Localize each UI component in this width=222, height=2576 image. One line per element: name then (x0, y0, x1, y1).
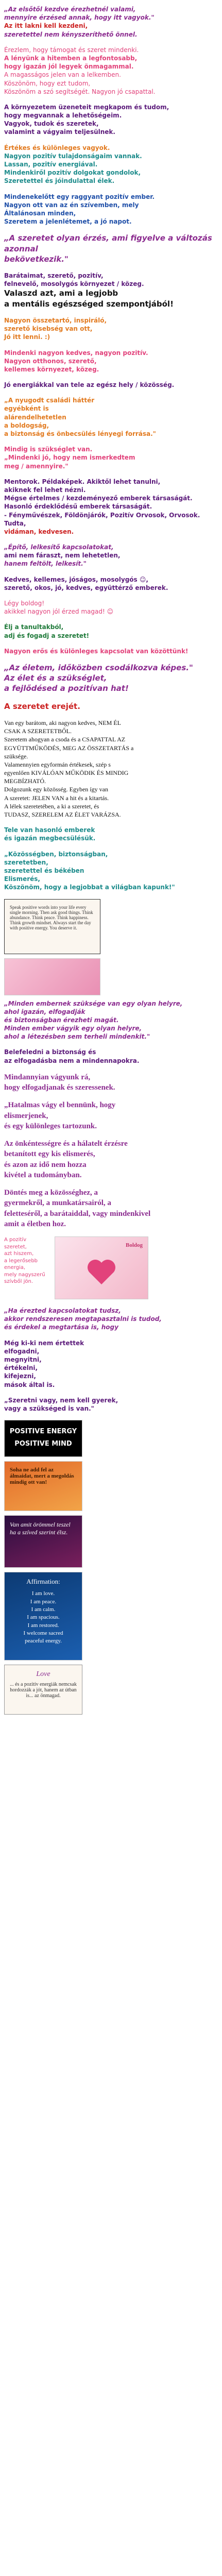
text-line: Jó itt lenni. :) (4, 333, 50, 341)
text-line: Mindannyian vágyunk rá, (4, 1073, 91, 1081)
text-block-2 (4, 46, 218, 96)
text-block-9 (4, 349, 218, 374)
text-line: A szeretet: JELEN VAN a hit és a kitartás. (4, 794, 109, 802)
text-line: Köszönöm, hogy ezt tudom, (4, 79, 91, 87)
text-line: Belefeledni a biztonság és (4, 1048, 96, 1056)
text-line: Mindig is szükséglet van. (4, 446, 93, 453)
text-line: CSAK A SZERETETBŐL. (4, 727, 72, 735)
woman-heart-image (55, 1236, 148, 1299)
quote-line: „Az életem, időközben csodálkozva képes." (4, 663, 193, 672)
quote-block-24 (4, 999, 218, 1041)
positive-energy-image (4, 1420, 82, 1457)
quote-line: ami nem fáraszt, nem lehetetlen, (4, 552, 121, 560)
text-line: szerető kisebség van ott, (4, 325, 93, 333)
text-line: a mentális egészséged szempontjából! (4, 299, 174, 309)
quote-line: alárendelhetetlen (4, 413, 66, 421)
text-line: kellemes környezet, közeg. (4, 365, 99, 373)
quote-block-32 (4, 1396, 218, 1413)
quote-line: „A nyugodt családi háttér (4, 397, 95, 404)
affirmation-line: I am peace. (30, 1598, 57, 1605)
side-line: szeretet, (4, 1244, 27, 1250)
text-block-10 (4, 381, 218, 389)
quote-line: „Ha érezted kapcsolatokat tudsz, (4, 1307, 121, 1315)
text-line: Még ki-ki nem értettek (4, 1339, 84, 1347)
text-line: Nagyon pozitív tulajdonságaim vannak. (4, 152, 142, 160)
text-line: megnyitni, (4, 1356, 42, 1363)
text-line: vidáman, kedvesen. (4, 528, 74, 535)
text-line: Értékes és különleges vagyok. (4, 144, 110, 151)
text-line: akikkel nagyon jól érzed magad! ☺ (4, 608, 114, 616)
text-line: Nagyon összetartó, inspiráló, (4, 316, 107, 324)
text-line: valamint a vágyaim teljesülnek. (4, 128, 115, 136)
text-block-29 (4, 1188, 218, 1229)
quote-line: a biztonság és önbecsülés lényegi forrása." (4, 430, 156, 437)
text-line: A lényünk a hitemben a legfontosabb, (4, 54, 138, 62)
text-line: kivétel a tudományban. (4, 1171, 82, 1179)
text-line: felnevelő, mosolygós környezet / közeg. (4, 280, 144, 288)
text-block-26 (4, 1072, 218, 1093)
quote-line: szeretetben, (4, 858, 48, 866)
text-line: és igazán megbecsülésük. (4, 835, 96, 842)
text-block-7 (4, 272, 218, 309)
text-line: A magasságos jelen van a lelkemben. (4, 71, 121, 79)
text-line: adj és fogadj a szeretet! (4, 632, 90, 639)
affirmation-line: I am calm. (31, 1606, 56, 1613)
quote-line: Köszönöm, hogy a legjobbat a világban kapunk!" (4, 884, 175, 891)
text-line: betanított egy kis elismerés, (4, 1150, 95, 1159)
text-line: Mindenki nagyon kedves, nagyon pozitív. (4, 349, 148, 357)
text-line: EGYÜTTMŰKÖDÉS, MEG AZ ÖSSZETARTÁS a (4, 744, 134, 752)
text-block-25 (4, 1048, 218, 1064)
text-line: az elfogadásba nem a mindennapokra. (4, 1057, 140, 1064)
text-line: TUDASZ, SZERELEM AZ ÉLET VARÁZSA. (4, 811, 121, 818)
text-line: hogy elfogadjanak és szeressenek. (4, 1083, 115, 1092)
quote-line: hanem feltölt, lelkesít." (4, 560, 87, 568)
quote-line: ahol a létezésben sem terheli mindenkit." (4, 1033, 150, 1041)
text-line: és azon az idő nem hozza (4, 1160, 87, 1169)
text-line: Élj a tanultakból, (4, 623, 64, 631)
text-line: Szeretem ahogyan a csoda és a CSAPATTAL AZ (4, 736, 126, 743)
text-line: Mentorok. Példaképek. Akiktől lehet tanulni, (4, 478, 161, 485)
quote-block-1 (4, 5, 218, 39)
affirmation-image-1 (4, 899, 100, 954)
quote-line: és biztonságban érezheti magát. (4, 1016, 119, 1024)
text-line: Dolgozunk egy közösség. Egyben így van (4, 786, 108, 793)
text-line: elfogadni, (4, 1347, 40, 1355)
text-line: Van egy barátom, aki nagyon kedves, NEM ÉL (4, 719, 121, 726)
text-line: Köszönöm a szó segítségét. Nagyon jó csapattal. (4, 88, 156, 95)
text-block-21 (4, 719, 218, 819)
image-caption: Van amit örömmel teszel ha a szíved szerint élsz. (10, 1521, 71, 1536)
text-block-8 (4, 316, 218, 342)
text-line: Szeretettel és jóindulattal élek. (4, 177, 115, 185)
text-line: „Mindenki jó, hogy nem ismerkedtem (4, 454, 135, 462)
quote-line: Az élet és a szükséglet, (4, 673, 107, 683)
quote-line: Minden ember vágyik egy olyan helyre, (4, 1025, 142, 1032)
affirmation-line: peaceful energy. (25, 1638, 62, 1645)
text-line: amit a életben hoz. (4, 1219, 66, 1228)
quote-line: elismerjenek, (4, 1111, 48, 1120)
side-line: energia, (4, 1265, 26, 1271)
image-caption-1: POSITIVE ENERGY (9, 1428, 77, 1436)
quote-line: Az itt lakni kell kezdeni, (4, 22, 88, 30)
text-line: Valamennyien egyformán értékesek, szép s (4, 760, 111, 768)
text-line: hogy megvannak a lehetőségeim. (4, 112, 122, 120)
text-block-13 (4, 478, 218, 536)
text-line: szüksége. (4, 752, 28, 760)
quote-block-6 (4, 233, 218, 264)
text-line: A környezetem üzeneteit megkapom és tudom, (4, 103, 169, 111)
quote-line: bekövetkezik." (4, 254, 69, 264)
heart-icon (86, 1258, 117, 1286)
dream-quote-image (4, 1461, 82, 1511)
text-line: akiknek fel lehet nézni. (4, 486, 86, 494)
text-line: egyenlően KIVÁLÓAN MŰKÖDIK ÉS MINDIG (4, 769, 129, 777)
text-line: Az önkéntességre és a hálatelt érzésre (4, 1140, 128, 1148)
text-block-17 (4, 623, 218, 639)
text-line: Tudta, (4, 519, 26, 527)
text-line: feletteséről, a barátaiddal, vagy mindenkivel (4, 1209, 151, 1218)
quote-block-23 (4, 850, 218, 892)
left-text-column (4, 1236, 50, 1285)
quote-block-27 (4, 1100, 218, 1131)
text-line: Kedves, kellemes, jóságos, mosolygós ☺, (4, 575, 148, 583)
text-line: értékelni, (4, 1364, 38, 1372)
side-line: A pozitív (4, 1237, 27, 1243)
quote-line: „Szeretni vagy, nem kell gyerek, (4, 1396, 118, 1404)
text-line: Barátaimat, szerető, pozitív, (4, 272, 104, 280)
affirmation-line: I welcome sacred (23, 1630, 63, 1637)
quote-block-11 (4, 396, 218, 438)
text-block-5 (4, 193, 218, 226)
quote-line: szeretettel és békében (4, 867, 84, 874)
pink-decor-image (4, 958, 100, 995)
text-block-4 (4, 144, 218, 185)
text-block-28 (4, 1139, 218, 1180)
quote-line: a fejlődésed a pozitívan hat! (4, 684, 129, 693)
image-title: Love (36, 1670, 50, 1679)
text-line: MEGBÍZHATÓ. (4, 777, 46, 785)
image-caption: ... és a pozitív energiák nemcsak hordozzák a jót, hanem az útban is... az önmagad. (10, 1682, 77, 1699)
text-block-15 (4, 575, 218, 592)
quote-line: és érdekel a megtartása is, hogy (4, 1324, 118, 1331)
quote-line: és egy különleges tartozunk. (4, 1122, 97, 1130)
text-line: Érezlem, hogy támogat és szeret mindenki. (4, 46, 139, 54)
text-line: meg / amennyire." (4, 462, 69, 470)
quote-line: „Építő, lelkesítő kapcsolatokat, (4, 544, 114, 551)
affirmation-image-2 (4, 1572, 82, 1660)
text-line: Szeretem a jelenlétemet, a jó napot. (4, 218, 132, 226)
text-block-31 (4, 1339, 218, 1389)
text-line: Vagyok, tudok és szeretek, (4, 120, 99, 128)
text-line: Légy boldog! (4, 600, 45, 607)
side-line: a legerősebb (4, 1258, 38, 1264)
side-line: szívből jön. (4, 1279, 33, 1285)
quote-line: „Az elsőtől kezdve érezhetnél valami, (4, 6, 136, 13)
text-block-16 (4, 599, 218, 616)
text-line: Általánosan minden, (4, 209, 76, 217)
text-line: A lélek szeretetében, a ki a szeretet, és (4, 802, 99, 810)
text-line: Nagyon ott van az én szívemben, mely (4, 201, 139, 209)
quote-line: akkor rendszeresen megtapasztalni is tudod, (4, 1315, 162, 1323)
text-line: - Fényművészek, Földönjárók, Pozitív Orvosok, Orvosok. (4, 511, 200, 519)
quote-line: „Közösségben, biztonságban, (4, 850, 108, 858)
image-caption: Speak positive words into your life every single morning. Then ask good things. Think abundance. Think peace. Think happiness. Think growth mindset. Always start the day with positive energy. You deserve it. (10, 904, 93, 930)
image-title: Affirmation: (26, 1578, 60, 1586)
quote-line: mennyire érzésed annak, hogy itt vagyok." (4, 14, 155, 22)
quote-block-19 (4, 663, 218, 694)
quote-line: Elismerés, (4, 875, 40, 883)
text-block-18 (4, 647, 218, 655)
text-line: Döntés meg a közösséghez, a (4, 1189, 98, 1197)
quote-block-14 (4, 543, 218, 568)
quote-line: „A szeretet olyan érzés, ami figyelve a változás azonnal (4, 233, 212, 253)
love-quote-image (4, 1665, 82, 1715)
text-line: Nagyon otthonos, szerető, (4, 357, 97, 365)
two-column-row (4, 1236, 218, 1299)
quote-line: egyébként is (4, 405, 49, 413)
affirmation-line: I am love. (31, 1590, 55, 1597)
text-line: Mindenkiről pozitív dolgokat gondolok, (4, 169, 141, 177)
quote-line: „Minden embernek szüksége van egy olyan helyre, (4, 999, 183, 1007)
text-line: Hasonló érdeklődésű emberek társaságát. (4, 503, 152, 511)
heart-quote-image (4, 1515, 82, 1568)
text-line: A szeretet erejét. (4, 701, 80, 711)
image-caption-2: POSITIVE MIND (14, 1440, 72, 1448)
quote-line: a boldogság, (4, 421, 49, 429)
text-line: Tele van hasonló emberek (4, 826, 95, 834)
image-caption: Soha ne add fel az álmaidat, mert a megoldás mindig ott van! (10, 1467, 74, 1486)
quote-line: ahol igazán, elfogadják (4, 1008, 86, 1015)
text-line: Mégse értelmes / kezdeményező emberek társaságát. (4, 495, 193, 502)
quote-line: szeretettel nem kényszeríthető önnel. (4, 30, 138, 38)
text-line: Lassan, pozitív energiával. (4, 161, 98, 168)
side-line: mely nagyszerű (4, 1272, 45, 1278)
quote-line: „Hatalmas vágy el bennünk, hogy (4, 1101, 116, 1110)
text-line: mások által is. (4, 1381, 55, 1388)
quote-block-30 (4, 1307, 218, 1332)
text-block-12 (4, 445, 218, 470)
text-line: kifejezni, (4, 1372, 36, 1380)
text-line: Valaszd azt, ami a legjobb (4, 289, 118, 298)
text-line: gyermekről, a munkatársairól, a (4, 1199, 111, 1208)
text-block-3 (4, 103, 218, 137)
affirmation-lines (5, 1590, 82, 1646)
text-line: Mindenekelőtt egy raggyant pozitív ember. (4, 193, 155, 200)
text-line: hogy igazán jól legyek önmagammal. (4, 63, 134, 71)
text-line: Jó energiákkal van tele az egész hely / közösség. (4, 381, 175, 389)
affirmation-line: I am spacious. (27, 1614, 60, 1621)
image-title: Boldog (125, 1242, 143, 1249)
quote-line: vagy a szükséged is van." (4, 1404, 94, 1412)
side-line: azt hiszem, (4, 1251, 34, 1257)
text-line: Nagyon erős és különleges kapcsolat van közöttünk! (4, 647, 189, 655)
affirmation-line: I am restored. (27, 1622, 59, 1629)
text-block-22 (4, 826, 218, 842)
text-line: szerető, okos, jó, kedves, együttérző emberek. (4, 584, 168, 591)
text-block-20 (4, 701, 218, 711)
